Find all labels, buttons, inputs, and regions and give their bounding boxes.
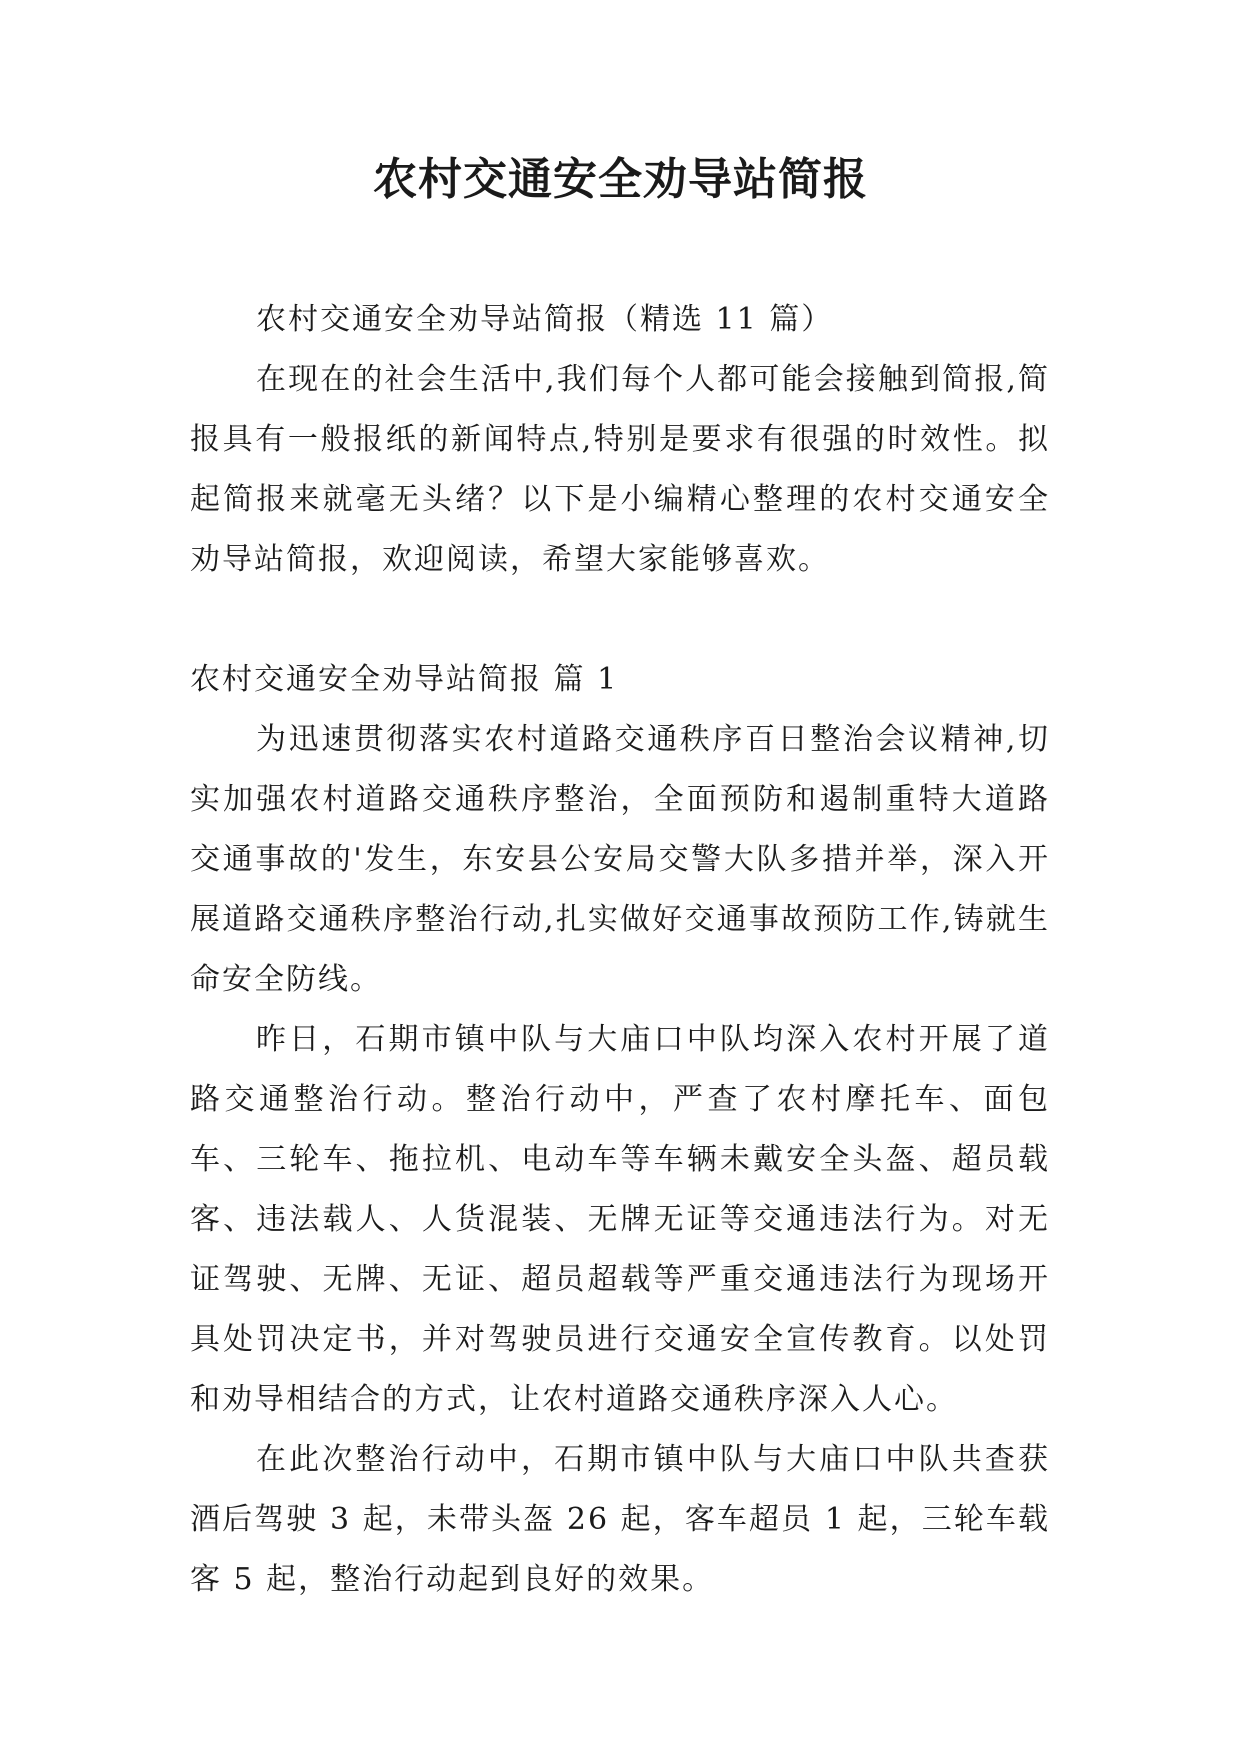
document-title: 农村交通安全劝导站简报	[373, 154, 868, 205]
intro-paragraph: 在现在的社会生活中,我们每个人都可能会接触到简报,简报具有一般报纸的新闻特点,特别是要求有很强的时效性。拟起简报来就毫无头绪？以下是小编精心整理的农村交通安全劝导站简报，欢迎阅读，希望大家能够喜欢。	[190, 362, 1050, 577]
body-paragraph: 昨日，石期市镇中队与大庙口中队均深入农村开展了道路交通整治行动。整治行动中，严查了农村摩托车、面包车、三轮车、拖拉机、电动车等车辆未戴安全头盔、超员载客、违法载人、人货混装、无牌无证等交通违法行为。对无证驾驶、无牌、无证、超员超载等严重交通违法行为现场开具处罚决定书，并对驾驶员进行交通安全宣传教育。以处罚和劝导相结合的方式，让农村道路交通秩序深入人心。	[190, 1022, 1050, 1417]
document-body	[190, 290, 1050, 1610]
section-heading: 农村交通安全劝导站简报 篇 1	[190, 662, 619, 697]
body-paragraph: 在此次整治行动中，石期市镇中队与大庙口中队共查获酒后驾驶 3 起，未带头盔 26 起，客车超员 1 起，三轮车载客 5 起，整治行动起到良好的效果。	[190, 1442, 1050, 1597]
document-subtitle: 农村交通安全劝导站简报（精选 11 篇）	[256, 302, 834, 337]
body-paragraph: 为迅速贯彻落实农村道路交通秩序百日整治会议精神,切实加强农村道路交通秩序整治，全面预防和遏制重特大道路交通事故的'发生，东安县公安局交警大队多措并举，深入开展道路交通秩序整治行动,扎实做好交通事故预防工作,铸就生命安全防线。	[190, 722, 1050, 997]
